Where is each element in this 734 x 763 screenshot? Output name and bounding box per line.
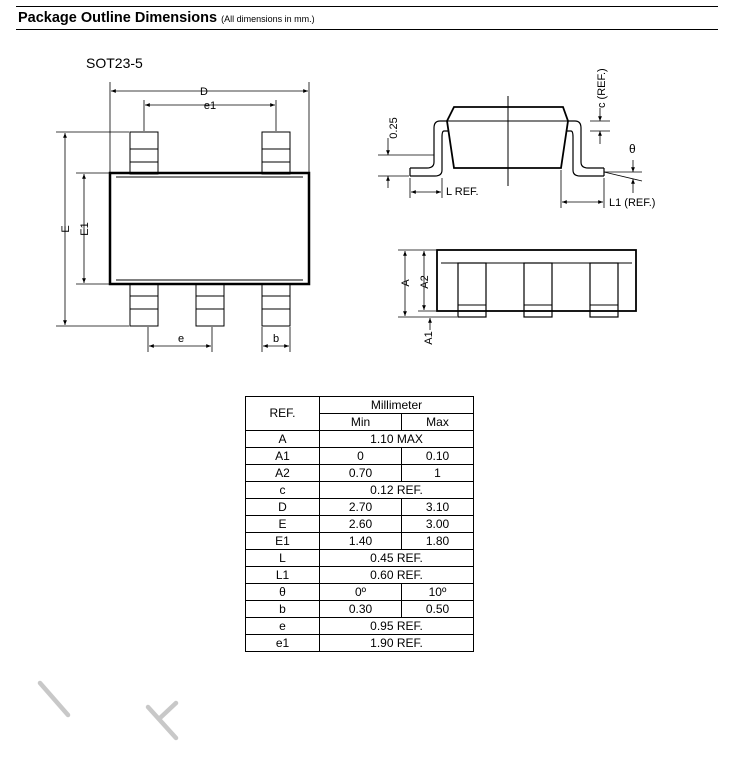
table-row xyxy=(246,516,474,533)
table-row xyxy=(246,533,474,550)
table-row xyxy=(246,448,474,465)
end-body xyxy=(437,250,636,311)
top-view xyxy=(56,82,309,352)
cell-ref: θ xyxy=(246,584,320,601)
table-row xyxy=(246,567,474,584)
cell-max: 0.10 xyxy=(402,448,474,465)
cell-value: 0.95 REF. xyxy=(320,618,474,635)
dim-label-A: A xyxy=(400,279,412,287)
end-lead-2 xyxy=(524,263,552,317)
table-row xyxy=(246,635,474,652)
cell-value: 0.12 REF. xyxy=(320,482,474,499)
cell-value: 1.90 REF. xyxy=(320,635,474,652)
cell-value: 0.45 REF. xyxy=(320,550,474,567)
dim-label-e1: e1 xyxy=(203,100,217,112)
cell-max: 10º xyxy=(402,584,474,601)
cell-max: 3.10 xyxy=(402,499,474,516)
package-body xyxy=(110,173,309,284)
end-lead-3 xyxy=(590,263,618,317)
cell-ref: E1 xyxy=(246,533,320,550)
cell-value: 1.10 MAX xyxy=(320,431,474,448)
cell-min: 0 xyxy=(320,448,402,465)
cell-ref: c xyxy=(246,482,320,499)
table-row xyxy=(246,550,474,567)
dim-label-D: D xyxy=(200,86,208,98)
bottom-lead-3 xyxy=(262,284,290,326)
dim-label-L: L REF. xyxy=(446,186,479,198)
dim-label-c: c (REF.) xyxy=(596,68,608,108)
dimension-table xyxy=(245,396,474,652)
dim-label-L1: L1 (REF.) xyxy=(609,197,656,209)
table-header-row xyxy=(246,397,474,414)
header-ref: REF. xyxy=(246,397,320,431)
dim-label-e: e xyxy=(177,333,185,345)
side-view xyxy=(378,96,642,208)
cell-min: 2.60 xyxy=(320,516,402,533)
bottom-lead-2 xyxy=(196,284,224,326)
cell-ref: L1 xyxy=(246,567,320,584)
cell-min: 2.70 xyxy=(320,499,402,516)
cell-min: 0º xyxy=(320,584,402,601)
cell-max: 1.80 xyxy=(402,533,474,550)
cell-min: 0.30 xyxy=(320,601,402,618)
cell-value: 0.60 REF. xyxy=(320,567,474,584)
end-lead-1 xyxy=(458,263,486,317)
cell-ref: L xyxy=(246,550,320,567)
cell-max: 3.00 xyxy=(402,516,474,533)
corner-marks xyxy=(40,683,176,738)
header-max: Max xyxy=(402,414,474,431)
table-row xyxy=(246,465,474,482)
table-row xyxy=(246,584,474,601)
table-row xyxy=(246,499,474,516)
cell-min: 1.40 xyxy=(320,533,402,550)
dim-label-E1: E1 xyxy=(79,222,91,236)
table-row xyxy=(246,601,474,618)
table-row xyxy=(246,618,474,635)
cell-ref: e1 xyxy=(246,635,320,652)
cell-min: 0.70 xyxy=(320,465,402,482)
dim-label-025: 0.25 xyxy=(388,117,400,139)
cell-ref: A1 xyxy=(246,448,320,465)
dim-label-theta: θ xyxy=(629,142,636,156)
dimension-table-body xyxy=(246,397,474,652)
bottom-lead-1 xyxy=(130,284,158,326)
table-row xyxy=(246,431,474,448)
dim-label-A2: A2 xyxy=(419,275,431,289)
cell-ref: D xyxy=(246,499,320,516)
package-name: SOT23-5 xyxy=(86,55,143,71)
title-text: Package Outline Dimensions xyxy=(18,10,218,26)
end-view xyxy=(398,250,636,330)
table-row xyxy=(246,482,474,499)
cell-ref: A2 xyxy=(246,465,320,482)
cell-ref: e xyxy=(246,618,320,635)
dim-label-b: b xyxy=(272,333,280,345)
top-lead-left xyxy=(130,132,158,174)
title-note: (All dimensions in mm.) xyxy=(221,14,315,24)
top-lead-right xyxy=(262,132,290,174)
cell-ref: A xyxy=(246,431,320,448)
dim-label-A1: A1 xyxy=(423,331,435,345)
dim-label-E: E xyxy=(60,225,72,233)
cell-ref: E xyxy=(246,516,320,533)
header-unit: Millimeter xyxy=(320,397,474,414)
cell-max: 0.50 xyxy=(402,601,474,618)
header-min: Min xyxy=(320,414,402,431)
cell-ref: b xyxy=(246,601,320,618)
cell-max: 1 xyxy=(402,465,474,482)
